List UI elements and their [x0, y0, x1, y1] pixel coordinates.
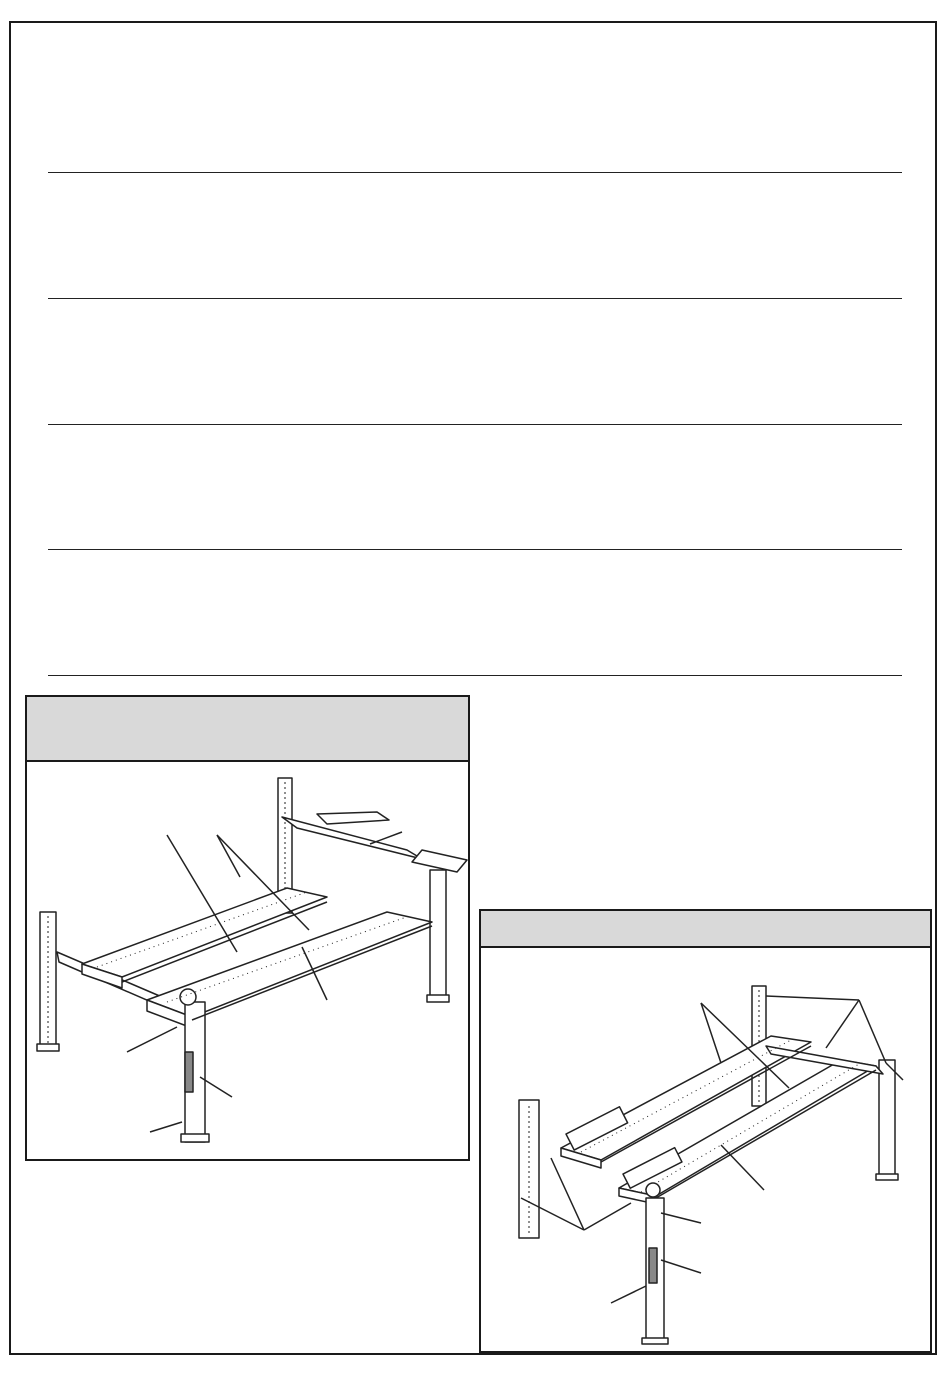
figure-box-right	[479, 909, 932, 1353]
section-rule	[48, 298, 902, 299]
lift-illustration-right	[481, 948, 930, 1351]
section-rule	[48, 172, 902, 173]
section-rule	[48, 549, 902, 550]
figure-box-left	[25, 695, 470, 1161]
section-rule	[48, 424, 902, 425]
post-rear-right	[879, 1060, 895, 1178]
figure-header-right	[481, 911, 930, 948]
section-rule	[48, 675, 902, 676]
lift-illustration-left	[27, 762, 468, 1159]
post-front-right	[430, 870, 446, 1000]
lift-drawing-left	[27, 762, 468, 1159]
figure-header-left	[27, 697, 468, 762]
lift-drawing-right	[481, 948, 930, 1351]
